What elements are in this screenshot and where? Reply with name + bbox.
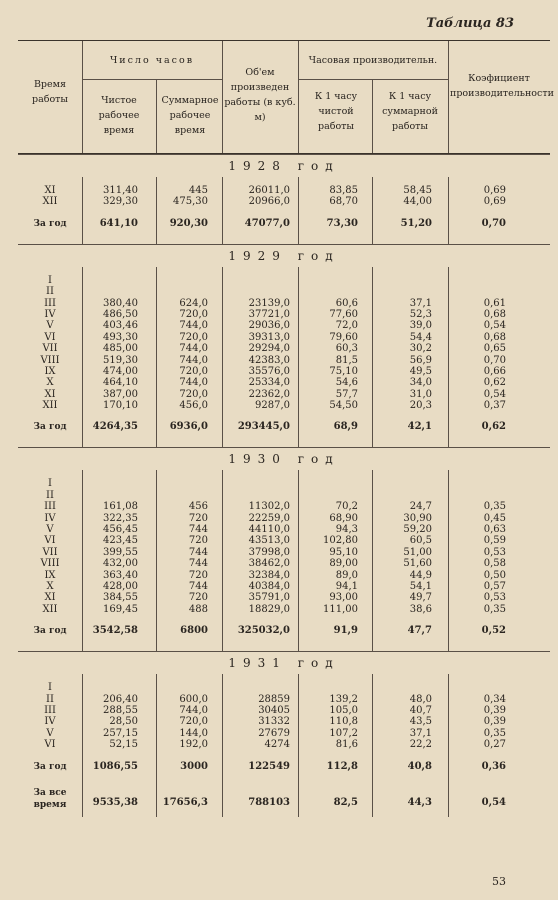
cell-net: 311,40 xyxy=(103,185,138,196)
cell-month: IV xyxy=(44,308,56,320)
cell-per-net: 72,0 xyxy=(335,320,358,332)
cell-coef: 0,35 xyxy=(483,603,506,615)
total-month: За год xyxy=(33,761,67,772)
year-block-1929 xyxy=(18,244,550,448)
cell-net: 456,45 xyxy=(103,524,138,536)
total-total: 3000 xyxy=(180,760,208,772)
cell-coef: 0,68 xyxy=(483,308,506,320)
cell-coef: 0,58 xyxy=(483,558,506,570)
cell-month: VII xyxy=(42,343,58,355)
cell-net: 486,50 xyxy=(103,308,138,320)
cell-coef: 0,50 xyxy=(483,569,506,581)
table-row xyxy=(18,705,550,716)
total-total: 920,30 xyxy=(169,217,208,229)
cell-volume: 37721,0 xyxy=(248,308,290,320)
cell-month: XI xyxy=(44,592,56,604)
table-body xyxy=(18,154,550,817)
cell-volume: 42383,0 xyxy=(248,354,290,366)
header-hours-group: Число часов xyxy=(109,55,195,66)
table-row xyxy=(18,343,550,354)
table-row xyxy=(18,558,550,569)
cell-per-net: 83,85 xyxy=(329,185,358,196)
cell-net: 493,30 xyxy=(103,331,138,343)
cell-per-total: 30,2 xyxy=(409,343,432,355)
cell-per-net: 139,2 xyxy=(329,693,358,705)
cell-volume: 30405 xyxy=(258,704,290,716)
cell-month: IX xyxy=(44,569,56,581)
cell-coef: 0,69 xyxy=(483,196,506,208)
table-row xyxy=(18,535,550,546)
cell-month: VIII xyxy=(40,354,60,366)
table-row xyxy=(18,716,550,727)
cell-month: XI xyxy=(44,185,56,196)
cell-net: 363,40 xyxy=(103,569,138,581)
header-per-total-hour: К 1 часу суммарной работы xyxy=(382,91,438,132)
cell-per-net: 110,8 xyxy=(329,716,358,728)
year-total-row xyxy=(18,419,550,435)
cell-volume: 22259,0 xyxy=(248,512,290,524)
cell-total: 720 xyxy=(188,535,208,547)
cell-month: III xyxy=(44,297,56,309)
cell-volume: 29294,0 xyxy=(248,343,290,355)
cell-per-total: 60,5 xyxy=(409,535,432,547)
cell-net: 170,10 xyxy=(103,400,138,412)
year-heading: 1931 год xyxy=(18,651,550,674)
table-row xyxy=(18,570,550,581)
cell-total: 744 xyxy=(188,580,208,592)
cell-per-total: 59,20 xyxy=(403,524,432,536)
total-net: 1086,55 xyxy=(92,760,138,772)
cell-net: 52,15 xyxy=(109,739,138,751)
total-month: За год xyxy=(33,422,67,433)
year-block-1930 xyxy=(18,447,550,651)
cell-month: X xyxy=(46,377,54,389)
cell-per-total: 20,3 xyxy=(409,400,432,412)
table-row xyxy=(18,604,550,615)
table-row xyxy=(18,501,550,512)
total-net: 3542,58 xyxy=(92,625,138,637)
cell-coef: 0,39 xyxy=(483,704,506,716)
cell-per-net: 105,0 xyxy=(329,704,358,716)
cell-per-total: 40,7 xyxy=(409,704,432,716)
cell-per-total: 56,9 xyxy=(409,354,432,366)
grand-total-coef: 0,54 xyxy=(481,796,506,808)
cell-coef: 0,54 xyxy=(483,388,506,400)
total-coef: 0,52 xyxy=(481,625,506,637)
table-row xyxy=(18,355,550,366)
header-total-time: Суммарное рабочее время xyxy=(161,95,219,136)
year-total-row xyxy=(18,623,550,639)
grand-total-total: 17656,3 xyxy=(162,796,208,808)
cell-per-total: 30,90 xyxy=(403,512,432,524)
cell-month: IV xyxy=(44,716,56,728)
cell-per-net: 81,6 xyxy=(335,739,358,751)
cell-per-net: 102,80 xyxy=(323,535,358,547)
cell-total: 600,0 xyxy=(179,693,208,705)
header-productivity-group: Часовая производительн. xyxy=(308,55,438,66)
cell-per-net: 94,3 xyxy=(335,524,358,536)
cell-month: I xyxy=(48,478,52,490)
year-block-1928 xyxy=(18,154,550,244)
cell-coef: 0,35 xyxy=(483,727,506,739)
cell-month: XI xyxy=(44,388,56,400)
cell-month: V xyxy=(46,524,54,536)
table-row xyxy=(18,513,550,524)
cell-total: 720,0 xyxy=(179,365,208,377)
cell-net: 206,40 xyxy=(103,693,138,705)
cell-total: 456 xyxy=(188,501,208,513)
total-per-total: 42,1 xyxy=(407,421,432,433)
cell-volume: 43513,0 xyxy=(248,535,290,547)
year-total-row xyxy=(18,216,550,232)
cell-month: V xyxy=(46,320,54,332)
cell-total: 475,30 xyxy=(173,196,208,208)
cell-per-total: 39,0 xyxy=(409,320,432,332)
table-row xyxy=(18,478,550,489)
cell-total: 144,0 xyxy=(179,727,208,739)
cell-month: XII xyxy=(42,603,58,615)
cell-month: VI xyxy=(44,739,56,751)
cell-per-net: 57,7 xyxy=(335,388,358,400)
cell-net: 485,00 xyxy=(103,343,138,355)
cell-volume: 38462,0 xyxy=(248,558,290,570)
cell-per-total: 22,2 xyxy=(409,739,432,751)
cell-total: 720,0 xyxy=(179,331,208,343)
cell-month: VII xyxy=(42,546,58,558)
total-coef: 0,70 xyxy=(481,217,506,229)
table-row xyxy=(18,389,550,400)
table-header xyxy=(18,41,554,154)
cell-per-net: 107,2 xyxy=(329,727,358,739)
cell-total: 744,0 xyxy=(179,320,208,332)
year-total-row xyxy=(18,759,550,775)
cell-per-net: 68,70 xyxy=(329,196,358,208)
table-row xyxy=(18,286,550,297)
cell-volume: 35791,0 xyxy=(248,592,290,604)
cell-total: 624,0 xyxy=(179,297,208,309)
total-per-net: 73,30 xyxy=(326,217,358,229)
cell-month: X xyxy=(46,580,54,592)
table-row xyxy=(18,524,550,535)
table-row xyxy=(18,185,550,196)
cell-coef: 0,57 xyxy=(483,580,506,592)
cell-month: II xyxy=(46,286,54,298)
cell-total: 456,0 xyxy=(179,400,208,412)
cell-per-total: 44,00 xyxy=(403,196,432,208)
total-net: 4264,35 xyxy=(92,421,138,433)
cell-volume: 22362,0 xyxy=(248,388,290,400)
total-per-net: 68,9 xyxy=(333,421,358,433)
cell-per-net: 93,00 xyxy=(329,592,358,604)
cell-coef: 0,53 xyxy=(483,546,506,558)
total-volume: 325032,0 xyxy=(237,625,290,637)
table-row xyxy=(18,196,550,207)
cell-net: 432,00 xyxy=(103,558,138,570)
cell-net: 28,50 xyxy=(109,716,138,728)
cell-month: V xyxy=(46,727,54,739)
total-month: За год xyxy=(33,218,67,229)
cell-volume: 20966,0 xyxy=(248,196,290,208)
cell-net: 423,45 xyxy=(103,535,138,547)
cell-total: 720 xyxy=(188,512,208,524)
cell-volume: 9287,0 xyxy=(255,400,290,412)
cell-total: 720,0 xyxy=(179,308,208,320)
cell-month: IV xyxy=(44,512,56,524)
cell-per-net: 89,0 xyxy=(335,569,358,581)
cell-volume: 29036,0 xyxy=(248,320,290,332)
cell-volume: 18829,0 xyxy=(248,603,290,615)
cell-volume: 37998,0 xyxy=(248,546,290,558)
cell-net: 399,55 xyxy=(103,546,138,558)
cell-coef: 0,39 xyxy=(483,716,506,728)
cell-coef: 0,65 xyxy=(483,343,506,355)
table-row xyxy=(18,320,550,331)
cell-total: 720,0 xyxy=(179,716,208,728)
cell-volume: 28859 xyxy=(258,693,290,705)
cell-per-net: 70,2 xyxy=(335,501,358,513)
grand-total-row xyxy=(18,787,550,817)
grand-total-volume: 788103 xyxy=(248,796,290,808)
cell-coef: 0,70 xyxy=(483,354,506,366)
grand-total-net: 9535,38 xyxy=(92,796,138,808)
cell-volume: 25334,0 xyxy=(248,377,290,389)
total-per-total: 51,20 xyxy=(400,217,432,229)
total-total: 6800 xyxy=(180,625,208,637)
table-row xyxy=(18,739,550,750)
header-per-net-hour: К 1 часу чистой работы xyxy=(314,91,358,132)
cell-per-total: 49,5 xyxy=(409,365,432,377)
total-coef: 0,36 xyxy=(481,760,506,772)
header-time: Время работы xyxy=(31,79,68,105)
cell-month: VI xyxy=(44,535,56,547)
cell-net: 169,45 xyxy=(103,603,138,615)
cell-per-net: 79,60 xyxy=(329,331,358,343)
cell-per-total: 54,1 xyxy=(409,580,432,592)
cell-net: 474,00 xyxy=(103,365,138,377)
cell-net: 387,00 xyxy=(103,388,138,400)
cell-per-net: 95,10 xyxy=(329,546,358,558)
cell-volume: 44110,0 xyxy=(248,524,290,536)
cell-per-total: 37,1 xyxy=(409,297,432,309)
total-per-net: 112,8 xyxy=(326,760,358,772)
table-row xyxy=(18,332,550,343)
cell-volume: 35576,0 xyxy=(248,365,290,377)
table-row xyxy=(18,547,550,558)
cell-net: 161,08 xyxy=(103,501,138,513)
cell-net: 322,35 xyxy=(103,512,138,524)
total-total: 6936,0 xyxy=(169,421,208,433)
cell-per-total: 37,1 xyxy=(409,727,432,739)
cell-month: III xyxy=(44,501,56,513)
cell-per-net: 94,1 xyxy=(335,580,358,592)
cell-month: I xyxy=(48,274,52,286)
cell-volume: 11302,0 xyxy=(248,501,290,513)
cell-coef: 0,54 xyxy=(483,320,506,332)
cell-net: 464,10 xyxy=(103,377,138,389)
cell-per-net: 75,10 xyxy=(329,365,358,377)
cell-total: 744,0 xyxy=(179,377,208,389)
header-coefficient: Коэфициент производительности xyxy=(450,73,554,99)
grand-total-label: За все время xyxy=(33,787,67,810)
table-row xyxy=(18,298,550,309)
cell-per-net: 54,50 xyxy=(329,400,358,412)
cell-volume: 31332 xyxy=(258,716,290,728)
cell-net: 257,15 xyxy=(103,727,138,739)
table-row xyxy=(18,309,550,320)
total-per-total: 47,7 xyxy=(407,625,432,637)
table-row xyxy=(18,694,550,705)
total-net: 641,10 xyxy=(99,217,138,229)
total-volume: 47077,0 xyxy=(244,217,290,229)
cell-coef: 0,27 xyxy=(483,739,506,751)
cell-per-net: 77,60 xyxy=(329,308,358,320)
cell-per-total: 48,0 xyxy=(409,693,432,705)
cell-per-total: 31,0 xyxy=(409,388,432,400)
cell-per-net: 68,90 xyxy=(329,512,358,524)
year-heading: 1928 год xyxy=(18,154,550,177)
total-per-total: 40,8 xyxy=(407,760,432,772)
cell-per-net: 89,00 xyxy=(329,558,358,570)
cell-total: 744,0 xyxy=(179,704,208,716)
cell-coef: 0,37 xyxy=(483,400,506,412)
cell-per-total: 43,5 xyxy=(409,716,432,728)
header-net-time: Чистое рабочее время xyxy=(98,95,140,136)
cell-total: 744,0 xyxy=(179,354,208,366)
total-volume: 293445,0 xyxy=(237,421,290,433)
data-table xyxy=(18,40,554,817)
cell-volume: 40384,0 xyxy=(248,580,290,592)
cell-total: 744 xyxy=(188,546,208,558)
cell-net: 403,46 xyxy=(103,320,138,332)
cell-month: VI xyxy=(44,331,56,343)
cell-month: III xyxy=(44,704,56,716)
cell-total: 720 xyxy=(188,569,208,581)
cell-net: 288,55 xyxy=(103,704,138,716)
cell-per-total: 51,60 xyxy=(403,558,432,570)
cell-net: 380,40 xyxy=(103,297,138,309)
table-row xyxy=(18,682,550,693)
cell-month: XII xyxy=(42,400,58,412)
cell-per-total: 38,6 xyxy=(409,603,432,615)
cell-per-net: 60,6 xyxy=(335,297,358,309)
cell-per-total: 34,0 xyxy=(409,377,432,389)
cell-total: 744 xyxy=(188,524,208,536)
total-volume: 122549 xyxy=(248,760,290,772)
cell-coef: 0,45 xyxy=(483,512,506,524)
cell-per-net: 54,6 xyxy=(335,377,358,389)
header-volume: Об'ем произведен работы (в куб. м) xyxy=(224,67,296,123)
page-number: 53 xyxy=(492,875,506,888)
cell-net: 428,00 xyxy=(103,580,138,592)
cell-volume: 39313,0 xyxy=(248,331,290,343)
cell-per-net: 81,5 xyxy=(335,354,358,366)
cell-coef: 0,59 xyxy=(483,535,506,547)
cell-per-total: 51,00 xyxy=(403,546,432,558)
cell-total: 192,0 xyxy=(179,739,208,751)
cell-total: 720,0 xyxy=(179,388,208,400)
cell-net: 329,30 xyxy=(103,196,138,208)
cell-coef: 0,34 xyxy=(483,693,506,705)
cell-per-total: 52,3 xyxy=(409,308,432,320)
year-heading: 1929 год xyxy=(18,244,550,267)
table-row xyxy=(18,581,550,592)
cell-per-total: 58,45 xyxy=(403,185,432,196)
cell-coef: 0,66 xyxy=(483,365,506,377)
cell-coef: 0,53 xyxy=(483,592,506,604)
grand-total-per-net: 82,5 xyxy=(333,796,358,808)
table-row xyxy=(18,592,550,603)
cell-month: I xyxy=(48,682,52,694)
cell-total: 488 xyxy=(188,603,208,615)
cell-per-net: 111,00 xyxy=(323,603,358,615)
cell-month: II xyxy=(46,693,54,705)
grand-total-per-total: 44,3 xyxy=(407,796,432,808)
total-coef: 0,62 xyxy=(481,421,506,433)
cell-total: 445 xyxy=(188,185,208,196)
table-row xyxy=(18,728,550,739)
year-heading: 1930 год xyxy=(18,447,550,470)
cell-coef: 0,62 xyxy=(483,377,506,389)
cell-per-total: 49,7 xyxy=(409,592,432,604)
cell-month: XII xyxy=(42,196,58,208)
cell-month: IX xyxy=(44,365,56,377)
cell-net: 384,55 xyxy=(103,592,138,604)
table-row xyxy=(18,490,550,501)
total-month: За год xyxy=(33,626,67,637)
table-row xyxy=(18,275,550,286)
cell-volume: 23139,0 xyxy=(248,297,290,309)
cell-volume: 32384,0 xyxy=(248,569,290,581)
table-row xyxy=(18,377,550,388)
cell-coef: 0,63 xyxy=(483,524,506,536)
cell-volume: 26011,0 xyxy=(248,185,290,196)
cell-per-total: 44,9 xyxy=(409,569,432,581)
cell-month: VIII xyxy=(40,558,60,570)
cell-volume: 27679 xyxy=(258,727,290,739)
cell-per-total: 54,4 xyxy=(409,331,432,343)
total-per-net: 91,9 xyxy=(333,625,358,637)
year-block-1931 xyxy=(18,651,550,786)
cell-total: 720 xyxy=(188,592,208,604)
table-row xyxy=(18,400,550,411)
cell-per-total: 24,7 xyxy=(409,501,432,513)
table-row xyxy=(18,366,550,377)
cell-coef: 0,69 xyxy=(483,185,506,196)
cell-coef: 0,68 xyxy=(483,331,506,343)
cell-total: 744 xyxy=(188,558,208,570)
cell-total: 744,0 xyxy=(179,343,208,355)
cell-coef: 0,61 xyxy=(483,297,506,309)
cell-volume: 4274 xyxy=(264,739,290,751)
cell-month: II xyxy=(46,489,54,501)
cell-per-net: 60,3 xyxy=(335,343,358,355)
cell-coef: 0,35 xyxy=(483,501,506,513)
cell-net: 519,30 xyxy=(103,354,138,366)
table-caption: Таблица 83 xyxy=(426,16,514,31)
